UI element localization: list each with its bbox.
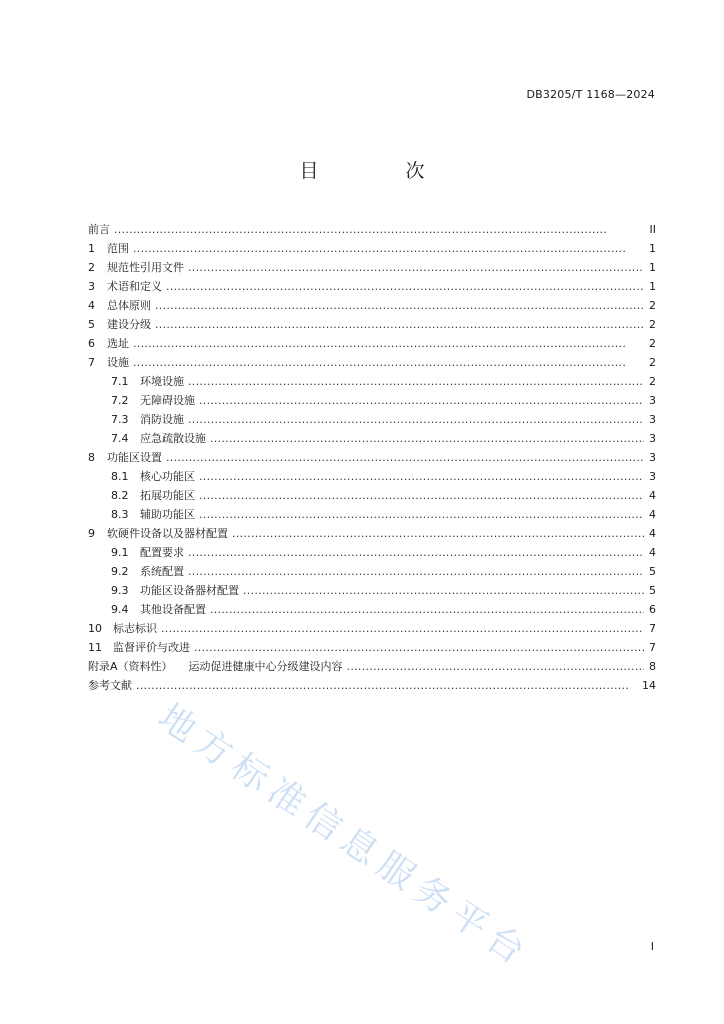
toc-number: 4 bbox=[88, 299, 95, 312]
toc-page: 1 bbox=[649, 261, 656, 274]
toc-leader-dots bbox=[166, 277, 644, 296]
toc-label: 其他设备配置 bbox=[140, 603, 206, 616]
toc-number: 9.3 bbox=[111, 584, 129, 597]
toc-label: 建设分级 bbox=[107, 318, 151, 331]
toc-entry[interactable] bbox=[88, 239, 656, 258]
toc-number: 9.4 bbox=[111, 603, 129, 616]
toc-leader-dots bbox=[114, 220, 644, 239]
toc-label: 范围 bbox=[107, 242, 129, 255]
toc-leader-dots bbox=[166, 448, 644, 467]
toc-entry[interactable] bbox=[88, 353, 656, 372]
toc-label: 无障碍设施 bbox=[140, 394, 195, 407]
toc-leader-dots bbox=[232, 524, 644, 543]
toc-number: 2 bbox=[88, 261, 95, 274]
toc-page: 3 bbox=[649, 432, 656, 445]
toc-subentry[interactable] bbox=[88, 581, 656, 600]
toc-label: 软硬件设备以及器材配置 bbox=[107, 527, 228, 540]
toc-leader-dots bbox=[133, 334, 644, 353]
toc-label: 环境设施 bbox=[140, 375, 184, 388]
toc-entry[interactable] bbox=[88, 258, 656, 277]
toc-page: 2 bbox=[649, 337, 656, 350]
toc-number: 9 bbox=[88, 527, 95, 540]
toc-page: 2 bbox=[649, 375, 656, 388]
toc-leader-dots bbox=[347, 657, 644, 676]
toc-entry[interactable] bbox=[88, 334, 656, 353]
toc-page: 1 bbox=[649, 242, 656, 255]
toc-page: 3 bbox=[649, 394, 656, 407]
toc-leader-dots bbox=[188, 372, 644, 391]
toc-leader-dots bbox=[194, 638, 644, 657]
toc-label: 运动促进健康中心分级建设内容 bbox=[188, 660, 343, 673]
toc-label: 功能区设置 bbox=[107, 451, 162, 464]
toc-label: 设施 bbox=[107, 356, 129, 369]
toc-subentry[interactable] bbox=[88, 372, 656, 391]
toc-number: 5 bbox=[88, 318, 95, 331]
toc-label: 辅助功能区 bbox=[140, 508, 195, 521]
toc-leader-dots bbox=[155, 296, 644, 315]
toc-page: 5 bbox=[649, 584, 656, 597]
toc-page: II bbox=[649, 223, 656, 236]
toc-page: 6 bbox=[649, 603, 656, 616]
toc-entry[interactable] bbox=[88, 676, 656, 695]
toc-page: 2 bbox=[649, 356, 656, 369]
toc-leader-dots bbox=[188, 562, 644, 581]
toc-leader-dots bbox=[210, 429, 644, 448]
toc-leader-dots bbox=[136, 676, 640, 695]
toc-page: 14 bbox=[642, 679, 656, 692]
toc-number: 7.1 bbox=[111, 375, 129, 388]
toc-label: 核心功能区 bbox=[140, 470, 195, 483]
toc-leader-dots bbox=[243, 581, 644, 600]
toc-label: 总体原则 bbox=[107, 299, 151, 312]
toc-page: 4 bbox=[649, 527, 656, 540]
toc-number: 3 bbox=[88, 280, 95, 293]
toc-number: 附录A（资料性） bbox=[88, 660, 173, 673]
toc-number: 7.2 bbox=[111, 394, 129, 407]
toc-page: 2 bbox=[649, 318, 656, 331]
toc-subentry[interactable] bbox=[88, 505, 656, 524]
toc-label: 应急疏散设施 bbox=[140, 432, 206, 445]
toc-page: 2 bbox=[649, 299, 656, 312]
watermark: 地方标准信息服务平台 bbox=[150, 696, 539, 977]
toc-leader-dots bbox=[199, 391, 644, 410]
toc-label: 系统配置 bbox=[140, 565, 184, 578]
toc-page: 7 bbox=[649, 622, 656, 635]
toc-page: 5 bbox=[649, 565, 656, 578]
toc-subentry[interactable] bbox=[88, 429, 656, 448]
toc-subentry[interactable] bbox=[88, 562, 656, 581]
toc-leader-dots bbox=[188, 543, 644, 562]
toc-number: 7.3 bbox=[111, 413, 129, 426]
toc-page: 3 bbox=[649, 470, 656, 483]
toc-number: 7 bbox=[88, 356, 95, 369]
page-title: 目 次 bbox=[299, 160, 459, 182]
toc-leader-dots bbox=[199, 467, 644, 486]
toc-leader-dots bbox=[188, 410, 644, 429]
toc-leader-dots bbox=[155, 315, 644, 334]
toc-leader-dots bbox=[188, 258, 644, 277]
toc-label: 拓展功能区 bbox=[140, 489, 195, 502]
toc-leader-dots bbox=[210, 600, 644, 619]
toc-number: 8.2 bbox=[111, 489, 129, 502]
toc-page: 4 bbox=[649, 508, 656, 521]
toc-page: 1 bbox=[649, 280, 656, 293]
toc-number: 9.2 bbox=[111, 565, 129, 578]
toc-number: 7.4 bbox=[111, 432, 129, 445]
toc-leader-dots bbox=[161, 619, 644, 638]
toc-page: 8 bbox=[649, 660, 656, 673]
toc-number: 6 bbox=[88, 337, 95, 350]
toc-label: 功能区设备器材配置 bbox=[140, 584, 239, 597]
toc-entry[interactable] bbox=[88, 638, 656, 657]
toc-entry[interactable] bbox=[88, 524, 656, 543]
toc-label: 参考文献 bbox=[88, 679, 132, 692]
toc-number: 10 bbox=[88, 622, 102, 635]
toc-subentry[interactable] bbox=[88, 600, 656, 619]
toc-number: 8.3 bbox=[111, 508, 129, 521]
toc-page: 4 bbox=[649, 546, 656, 559]
toc-leader-dots bbox=[199, 505, 644, 524]
toc-number: 8 bbox=[88, 451, 95, 464]
toc-number: 11 bbox=[88, 641, 102, 654]
toc-label: 配置要求 bbox=[140, 546, 184, 559]
toc-entry[interactable] bbox=[88, 315, 656, 334]
toc-number: 8.1 bbox=[111, 470, 129, 483]
toc-entry[interactable] bbox=[88, 277, 656, 296]
toc-subentry[interactable] bbox=[88, 467, 656, 486]
toc-leader-dots bbox=[133, 353, 644, 372]
document-code: DB3205/T 1168—2024 bbox=[526, 88, 655, 101]
toc-subentry[interactable] bbox=[88, 410, 656, 429]
toc-page: 7 bbox=[649, 641, 656, 654]
toc-number: 9.1 bbox=[111, 546, 129, 559]
toc-entry[interactable] bbox=[88, 619, 656, 638]
toc-entry-appendix[interactable] bbox=[88, 657, 656, 676]
toc-label: 前言 bbox=[88, 223, 110, 236]
toc-subentry[interactable] bbox=[88, 486, 656, 505]
toc-page: 4 bbox=[649, 489, 656, 502]
toc-leader-dots bbox=[133, 239, 644, 258]
table-of-contents bbox=[88, 220, 656, 695]
toc-subentry[interactable] bbox=[88, 391, 656, 410]
toc-page: 3 bbox=[649, 451, 656, 464]
toc-label: 术语和定义 bbox=[107, 280, 162, 293]
toc-number: 1 bbox=[88, 242, 95, 255]
toc-entry[interactable] bbox=[88, 220, 656, 239]
toc-label: 规范性引用文件 bbox=[107, 261, 184, 274]
toc-entry[interactable] bbox=[88, 296, 656, 315]
toc-entry[interactable] bbox=[88, 448, 656, 467]
toc-label: 标志标识 bbox=[113, 622, 157, 635]
toc-label: 选址 bbox=[107, 337, 129, 350]
toc-label: 消防设施 bbox=[140, 413, 184, 426]
page-number: I bbox=[650, 940, 654, 953]
toc-page: 3 bbox=[649, 413, 656, 426]
toc-label: 监督评价与改进 bbox=[113, 641, 190, 654]
toc-leader-dots bbox=[199, 486, 644, 505]
toc-subentry[interactable] bbox=[88, 543, 656, 562]
